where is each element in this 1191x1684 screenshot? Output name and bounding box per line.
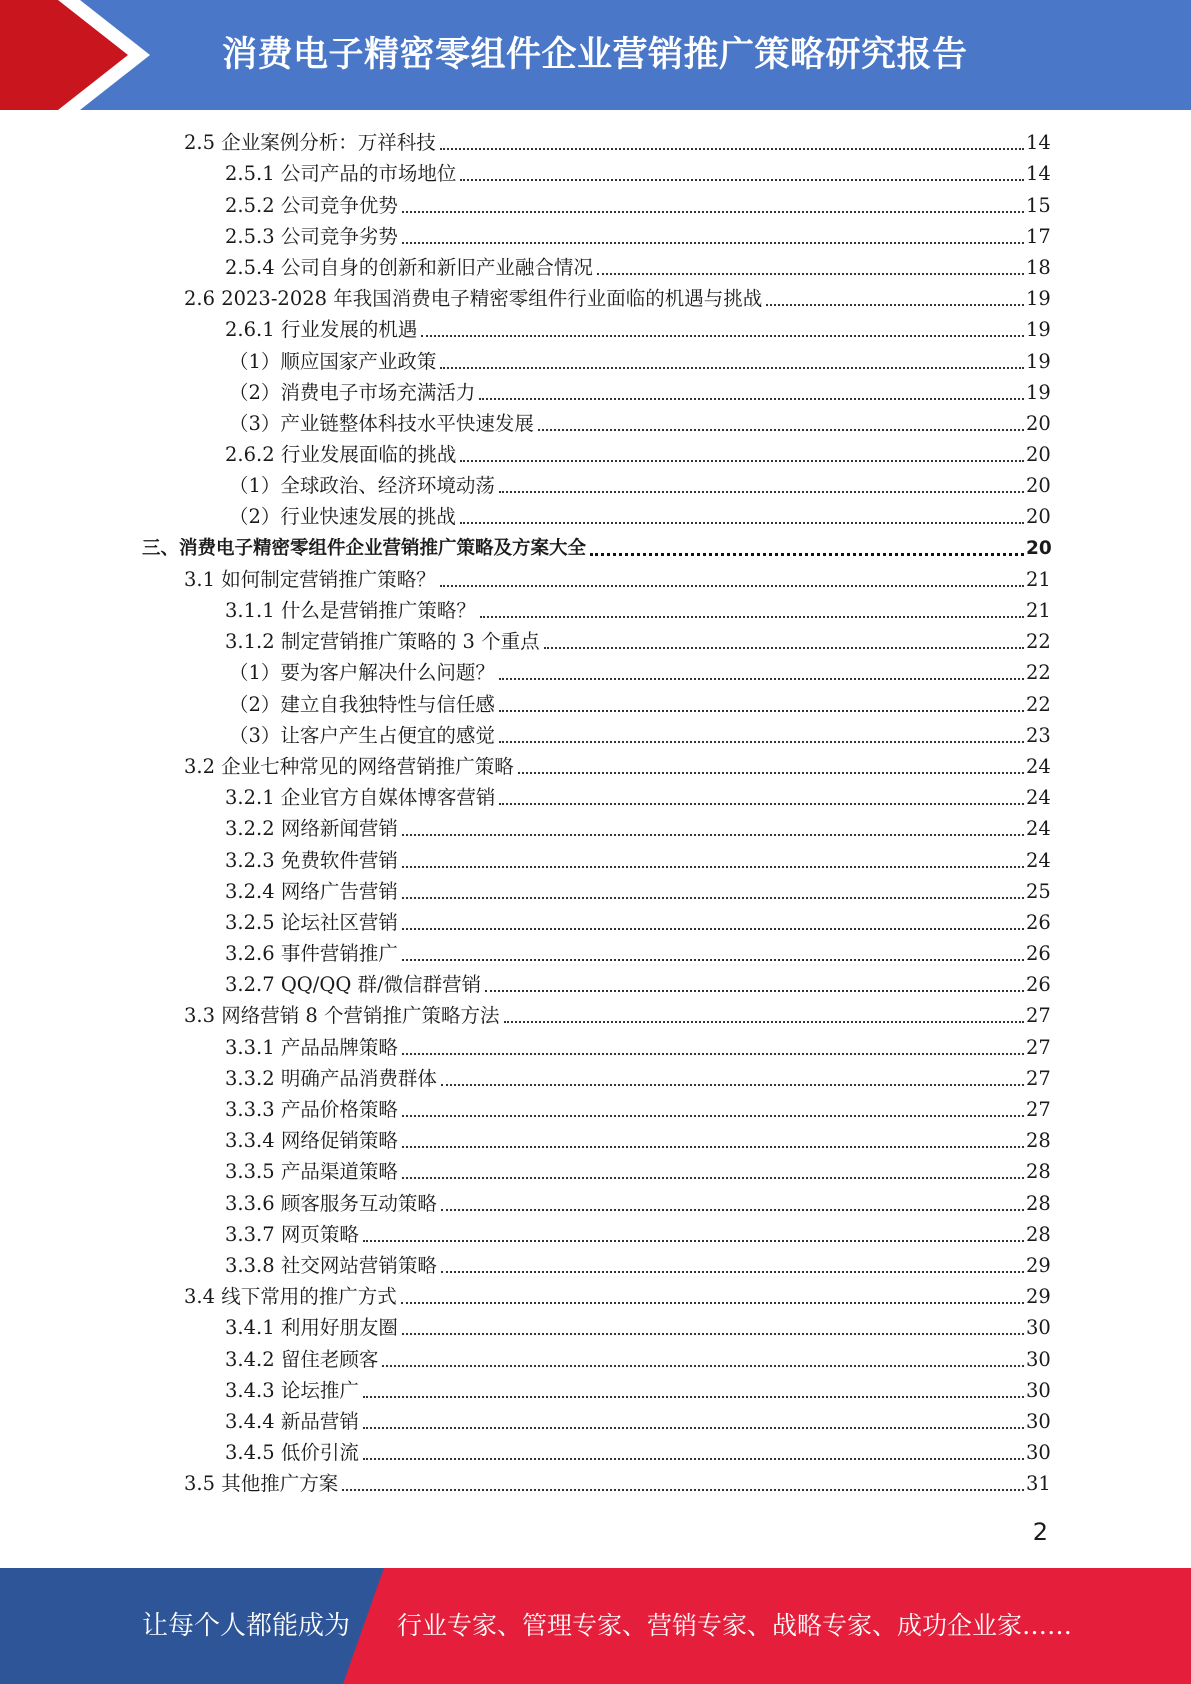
toc-entry-title: 3.4.4 新品营销: [225, 1409, 359, 1433]
page-footer: [0, 1568, 1191, 1684]
toc-entry[interactable]: [0, 782, 1191, 813]
toc-dot-leader: [402, 866, 1024, 868]
toc-dot-leader: [402, 1115, 1024, 1117]
toc-entry[interactable]: [0, 969, 1191, 1000]
toc-entry-page: 22: [1026, 630, 1051, 654]
toc-dot-leader: [402, 1053, 1024, 1055]
toc-entry[interactable]: [0, 595, 1191, 626]
toc-dot-leader: [499, 491, 1024, 493]
toc-dot-leader: [363, 1240, 1024, 1242]
toc-dot-leader: [342, 1489, 1024, 1491]
toc-dot-leader: [499, 678, 1024, 680]
toc-entry[interactable]: [0, 938, 1191, 969]
toc-entry-page: 20: [1026, 474, 1051, 498]
toc-entry-page: 22: [1026, 692, 1051, 716]
toc-entry-title: 3.4.3 论坛推广: [225, 1378, 359, 1402]
toc-dot-leader: [402, 211, 1024, 213]
toc-dot-leader: [504, 1021, 1024, 1023]
toc-entry-page: 28: [1026, 1191, 1051, 1215]
toc-entry-title: 2.5.1 公司产品的市场地位: [225, 162, 457, 186]
toc-entry-page: 28: [1026, 1129, 1051, 1153]
toc-entry-title: （2）行业快速发展的挑战: [229, 505, 456, 529]
toc-dot-leader: [440, 367, 1024, 369]
toc-entry-title: 三、消费电子精密零组件企业营销推广策略及方案大全: [142, 537, 587, 559]
toc-dot-leader: [518, 772, 1024, 774]
toc-entry-title: （1）顺应国家产业政策: [229, 349, 437, 373]
toc-entry-title: 3.2.1 企业官方自媒体博客营销: [225, 786, 496, 810]
toc-entry-page: 30: [1026, 1441, 1051, 1465]
toc-entry-page: 20: [1026, 411, 1051, 435]
toc-entry-page: 20: [1026, 505, 1051, 529]
toc-entry-title: 3.3.5 产品渠道策略: [225, 1160, 398, 1184]
toc-entry-title: （1）要为客户解决什么问题？: [229, 661, 495, 685]
toc-entry-page: 23: [1026, 723, 1051, 747]
toc-entry-page: 26: [1026, 973, 1051, 997]
toc-entry[interactable]: [0, 501, 1191, 532]
toc-dot-leader: [499, 803, 1024, 805]
toc-entry-title: 3.1.1 什么是营销推广策略？: [225, 599, 476, 622]
toc-dot-leader: [766, 304, 1024, 306]
toc-entry-title: 2.6 2023-2028 年我国消费电子精密零组件行业面临的机遇与挑战: [184, 287, 763, 311]
toc-entry-title: 3.3.7 网页策略: [225, 1222, 359, 1246]
toc-dot-leader: [363, 1427, 1024, 1429]
table-of-contents: [0, 127, 1191, 1499]
toc-dot-leader: [402, 1333, 1024, 1335]
toc-entry[interactable]: [0, 844, 1191, 875]
toc-entry-title: 3.3.4 网络促销策略: [225, 1129, 398, 1153]
toc-entry-title: 3.4.5 低价引流: [225, 1441, 359, 1465]
toc-entry[interactable]: [0, 470, 1191, 501]
toc-entry-page: 24: [1026, 754, 1051, 778]
toc-entry[interactable]: [0, 345, 1191, 376]
toc-entry-title: （2）消费电子市场充满活力: [229, 380, 476, 404]
toc-entry-page: 14: [1026, 162, 1051, 186]
toc-entry-title: 3.3.3 产品价格策略: [225, 1098, 398, 1121]
toc-entry-title: 3.2.7 QQ/QQ 群/微信群营销: [225, 973, 482, 997]
toc-entry-title: （3）产业链整体科技水平快速发展: [229, 411, 534, 435]
toc-dot-leader: [485, 990, 1024, 992]
toc-entry-title: 2.5.2 公司竞争优势: [225, 193, 398, 217]
toc-entry[interactable]: [0, 283, 1191, 314]
toc-dot-leader: [402, 959, 1024, 961]
toc-dot-leader: [402, 928, 1024, 930]
toc-entry-page: 19: [1026, 287, 1051, 311]
toc-entry-title: 3.1 如何制定营销推广策略？: [184, 567, 436, 591]
toc-entry[interactable]: [0, 1437, 1191, 1468]
toc-dot-leader: [363, 1396, 1024, 1398]
toc-entry[interactable]: [0, 1156, 1191, 1187]
toc-entry-page: 30: [1026, 1316, 1051, 1340]
toc-entry-page: 21: [1026, 567, 1051, 591]
toc-entry[interactable]: [0, 720, 1191, 751]
toc-entry-page: 30: [1026, 1378, 1051, 1402]
toc-entry-title: 3.3.8 社交网站营销策略: [225, 1253, 437, 1277]
toc-entry-page: 29: [1026, 1253, 1051, 1277]
toc-entry[interactable]: [0, 1375, 1191, 1406]
toc-entry[interactable]: [0, 1468, 1191, 1499]
toc-dot-leader: [460, 522, 1024, 524]
page-number: 2: [1032, 1518, 1048, 1546]
toc-entry-page: 29: [1026, 1285, 1051, 1309]
toc-dot-leader: [597, 273, 1024, 275]
toc-entry-page: 24: [1026, 848, 1051, 872]
toc-entry-page: 28: [1026, 1222, 1051, 1246]
toc-entry-title: （3）让客户产生占便宜的感觉: [229, 723, 495, 747]
toc-entry-page: 30: [1026, 1409, 1051, 1433]
toc-entry[interactable]: [0, 1250, 1191, 1281]
toc-dot-leader: [441, 1084, 1024, 1086]
toc-entry-title: 3.4.2 留住老顾客: [225, 1347, 379, 1371]
toc-entry[interactable]: [0, 189, 1191, 220]
toc-entry-page: 20: [1026, 443, 1051, 467]
toc-entry[interactable]: [0, 127, 1191, 158]
toc-entry-title: 3.2.2 网络新闻营销: [225, 817, 398, 841]
toc-entry[interactable]: [0, 1063, 1191, 1094]
toc-entry[interactable]: [0, 1125, 1191, 1156]
toc-entry-title: 3.3.6 顾客服务互动策略: [225, 1191, 437, 1215]
toc-entry-title: 2.5.3 公司竞争劣势: [225, 224, 398, 248]
toc-dot-leader: [402, 1177, 1024, 1179]
toc-entry[interactable]: [0, 657, 1191, 688]
toc-entry[interactable]: [0, 1343, 1191, 1374]
toc-entry-page: 27: [1026, 1035, 1051, 1059]
toc-dot-leader: [382, 1365, 1024, 1367]
toc-entry-title: 3.4 线下常用的推广方式: [184, 1285, 397, 1309]
toc-dot-leader: [440, 148, 1024, 150]
toc-entry-title: 3.2.5 论坛社区营销: [225, 910, 398, 934]
toc-entry-title: 3.2.4 网络广告营销: [225, 879, 398, 903]
toc-entry[interactable]: [0, 907, 1191, 938]
toc-entry[interactable]: [0, 1094, 1191, 1125]
toc-entry-title: 3.1.2 制定营销推广策略的 3 个重点: [225, 630, 540, 654]
toc-entry-title: 3.2.6 事件营销推广: [225, 942, 398, 966]
toc-entry-page: 15: [1026, 193, 1051, 217]
toc-entry-title: 2.5 企业案例分析：万祥科技: [184, 131, 436, 155]
toc-entry[interactable]: [0, 314, 1191, 345]
toc-entry-page: 26: [1026, 942, 1051, 966]
toc-entry-title: 3.4.1 利用好朋友圈: [225, 1316, 398, 1340]
toc-entry-page: 19: [1026, 380, 1051, 404]
toc-entry-page: 19: [1026, 318, 1051, 342]
toc-entry-page: 18: [1026, 255, 1051, 279]
toc-dot-leader: [401, 1302, 1024, 1304]
toc-dot-leader: [460, 460, 1024, 462]
toc-entry-page: 19: [1026, 349, 1051, 373]
toc-entry[interactable]: [0, 408, 1191, 439]
toc-entry-title: 3.2.3 免费软件营销: [225, 848, 398, 872]
toc-entry-page: 20: [1026, 537, 1052, 559]
toc-entry-page: 25: [1026, 879, 1051, 903]
toc-entry-title: 3.3.1 产品品牌策略: [225, 1035, 398, 1059]
toc-dot-leader: [480, 616, 1024, 618]
toc-entry-page: 31: [1026, 1472, 1051, 1496]
toc-entry-title: 3.3.2 明确产品消费群体: [225, 1066, 437, 1090]
toc-entry[interactable]: [0, 532, 1191, 563]
toc-dot-leader: [441, 1271, 1024, 1273]
toc-dot-leader: [402, 242, 1024, 244]
toc-entry[interactable]: [0, 564, 1191, 595]
toc-entry-title: 3.2 企业七种常见的网络营销推广策略: [184, 754, 514, 778]
toc-entry-page: 26: [1026, 910, 1051, 934]
toc-entry[interactable]: [0, 377, 1191, 408]
toc-entry[interactable]: [0, 1312, 1191, 1343]
toc-dot-leader: [363, 1458, 1024, 1460]
toc-entry-title: （2）建立自我独特性与信任感: [229, 692, 495, 716]
toc-entry[interactable]: [0, 1000, 1191, 1031]
toc-dot-leader: [421, 335, 1024, 337]
toc-entry-title: （1）全球政治、经济环境动荡: [229, 474, 495, 498]
toc-entry-page: 14: [1026, 131, 1051, 155]
toc-entry-page: 27: [1026, 1004, 1051, 1028]
toc-entry[interactable]: [0, 876, 1191, 907]
toc-entry[interactable]: [0, 751, 1191, 782]
footer-slogan-right: 行业专家、管理专家、营销专家、战略专家、成功企业家……: [397, 1611, 1073, 1640]
toc-dot-leader: [590, 553, 1024, 556]
toc-entry[interactable]: [0, 1219, 1191, 1250]
toc-entry-page: 27: [1026, 1098, 1051, 1121]
toc-dot-leader: [440, 585, 1024, 587]
toc-entry[interactable]: [0, 626, 1191, 657]
toc-entry-page: 24: [1026, 786, 1051, 810]
footer-slogan-left: 让每个人都能成为: [142, 1611, 351, 1641]
toc-entry[interactable]: [0, 688, 1191, 719]
toc-dot-leader: [402, 897, 1024, 899]
toc-entry[interactable]: [0, 439, 1191, 470]
toc-entry-title: 2.5.4 公司自身的创新和新旧产业融合情况: [225, 255, 593, 279]
toc-entry-page: 21: [1026, 599, 1051, 622]
toc-entry[interactable]: [0, 158, 1191, 189]
toc-dot-leader: [460, 179, 1024, 181]
toc-entry-page: 22: [1026, 661, 1051, 685]
toc-entry[interactable]: [0, 813, 1191, 844]
toc-dot-leader: [538, 429, 1024, 431]
toc-entry[interactable]: [0, 221, 1191, 252]
toc-entry-page: 30: [1026, 1347, 1051, 1371]
toc-dot-leader: [499, 741, 1024, 743]
toc-entry-title: 2.6.2 行业发展面临的挑战: [225, 443, 457, 467]
toc-entry-page: 17: [1026, 224, 1051, 248]
toc-entry[interactable]: [0, 252, 1191, 283]
toc-entry-title: 3.5 其他推广方案: [184, 1472, 339, 1496]
toc-dot-leader: [402, 834, 1024, 836]
toc-entry[interactable]: [0, 1031, 1191, 1062]
toc-entry-page: 28: [1026, 1160, 1051, 1184]
toc-entry[interactable]: [0, 1281, 1191, 1312]
toc-dot-leader: [499, 710, 1024, 712]
report-title: 消费电子精密零组件企业营销推广策略研究报告: [222, 35, 968, 75]
page-header: [0, 0, 1191, 110]
toc-dot-leader: [402, 1146, 1024, 1148]
toc-entry[interactable]: [0, 1406, 1191, 1437]
toc-entry-title: 2.6.1 行业发展的机遇: [225, 318, 418, 342]
header-arrow-decoration: [0, 0, 170, 110]
toc-entry-title: 3.3 网络营销 8 个营销推广策略方法: [184, 1004, 500, 1028]
toc-entry-page: 24: [1026, 817, 1051, 841]
toc-entry[interactable]: [0, 1187, 1191, 1218]
toc-dot-leader: [441, 1209, 1024, 1211]
toc-entry-page: 27: [1026, 1066, 1051, 1090]
toc-dot-leader: [544, 647, 1024, 649]
toc-dot-leader: [479, 398, 1024, 400]
